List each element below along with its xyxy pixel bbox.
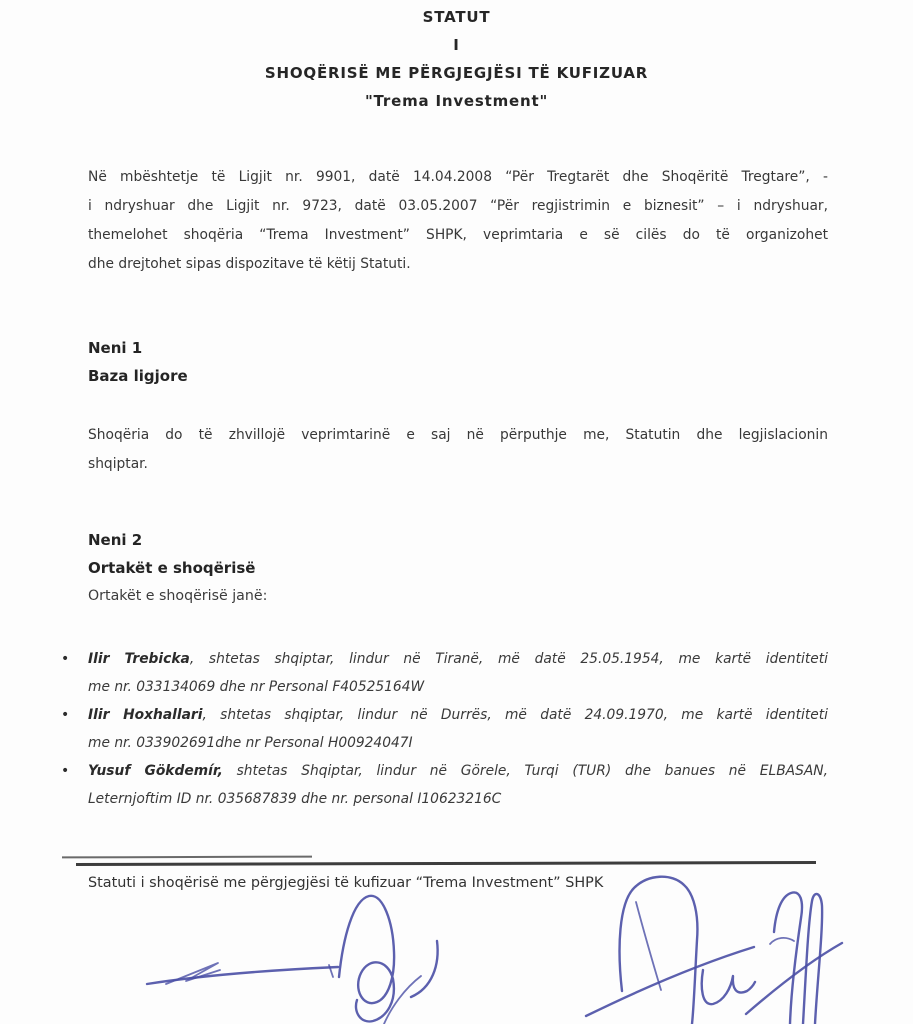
paragraph-line: shqiptar. [88,456,148,472]
partner-list [61,645,829,813]
document-title-line: I [453,36,460,54]
partner-name: Yusuf Gökdemír, [88,763,223,779]
partner-line: me nr. 033134069 dhe nr Personal F40525164W [88,679,425,695]
partner-name: Ilir Trebicka [88,651,190,667]
footer-caption: Statuti i shoqërisë me përgjegjësi të kufizuar “Trema Investment” SHPK [88,875,604,891]
paragraph-line: Në mbështetje të Ligjit nr. 9901, datë 14.04.2008 “Për Tregtarët dhe Shoqëritë Tregtare”, - [88,169,828,185]
footer-rule-scan-artifact [62,856,312,859]
partner-item [61,757,828,813]
article-title: Ortakët e shoqërisë [88,559,256,577]
footer-rule [76,861,816,866]
intro-paragraph [88,163,828,279]
partner-name: Ilir Hoxhallari [88,707,203,723]
article-number: Neni 1 [88,339,143,357]
signature-left [147,896,438,1024]
document-title-block [0,3,913,115]
partner-item [61,645,828,701]
article-1-paragraph [88,421,828,479]
article-intro-line: Ortakët e shoqërisë janë: [88,588,268,604]
partner-line: me nr. 033902691dhe nr Personal H00924047I [88,735,413,751]
partner-line [88,701,828,729]
partner-details: shtetas Shqiptar, lindur në Görele, Turqi (TUR) dhe banues në ELBASAN, [222,763,828,779]
paragraph-line: dhe drejtohet sipas dispozitave të këtij Statuti. [88,256,411,272]
bullet-icon: • [61,763,70,779]
partner-line [88,757,828,785]
article-title: Baza ligjore [88,367,188,385]
partner-details: , shtetas shqiptar, lindur në Tiranë, më datë 25.05.1954, me kartë identiteti [189,651,828,667]
bullet-icon: • [61,707,70,723]
article-number: Neni 2 [88,531,143,549]
partner-item [61,701,829,757]
bullet-icon: • [61,651,70,667]
article-2-heading [88,526,828,610]
article-1-heading [88,334,828,390]
company-name-title: "Trema Investment" [364,92,549,110]
document-title-line: SHOQËRISË ME PËRGJEGJËSI TË KUFIZUAR [264,64,649,82]
paragraph-line: i ndryshuar dhe Ligjit nr. 9723, datë 03.05.2007 “Për regjistrimin e biznesit” – i ndryshuar, [88,198,828,214]
paragraph-line: themelohet shoqëria “Trema Investment” SHPK, veprimtaria e së cilës do të organizohet [88,227,828,243]
paragraph-line: Shoqëria do të zhvillojë veprimtarinë e saj në përputhje me, Statutin dhe legjislacionin [88,427,828,443]
document-title-line: STATUT [422,8,491,26]
partner-details: , shtetas shqiptar, lindur në Durrës, më datë 24.09.1970, me kartë identiteti [202,707,829,723]
signature-right [746,892,842,1024]
signature-middle [586,877,755,1024]
partner-line: Leternjoftim ID nr. 035687839 dhe nr. personal I10623216C [88,791,502,807]
partner-line [88,645,828,673]
